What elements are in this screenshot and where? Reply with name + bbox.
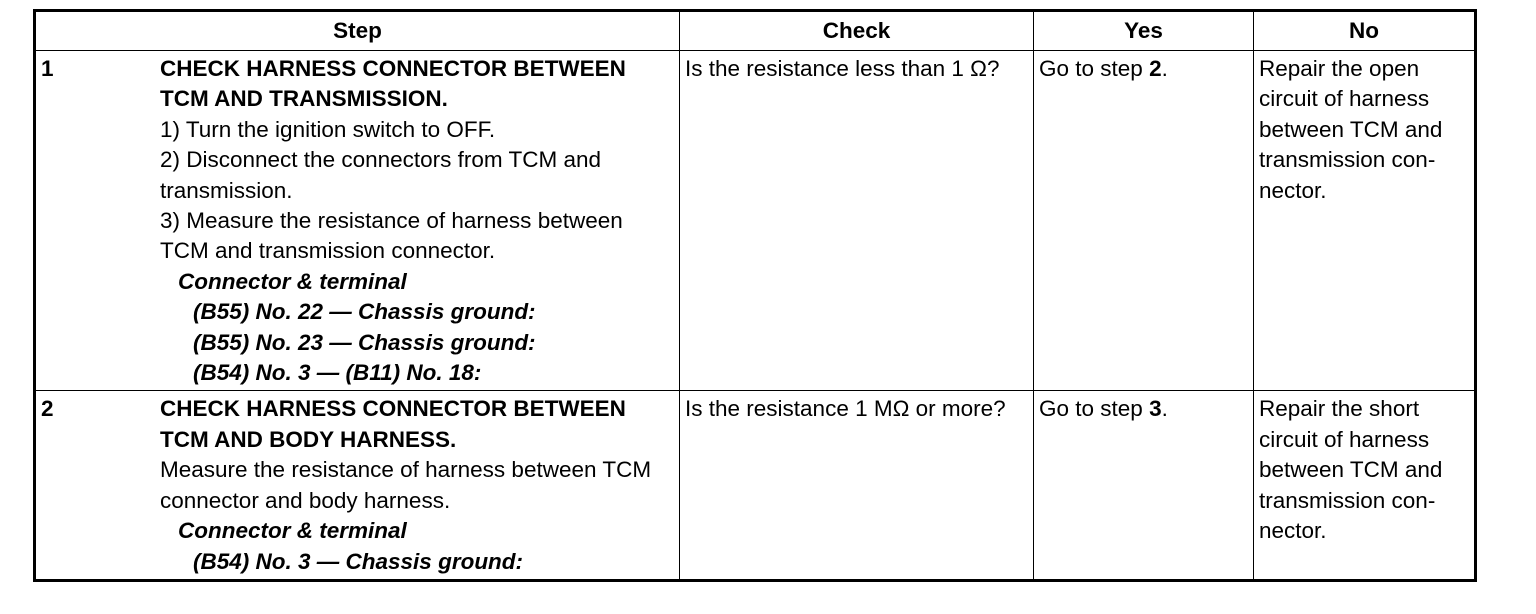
step-title-line: CHECK HARNESS CONNECTOR BETWEEN — [160, 56, 626, 81]
terminal: (B54) No. 3 — Chassis ground: — [193, 548, 524, 574]
yes-step-number: 2 — [1149, 56, 1162, 81]
instruction: 2) Disconnect the connectors from TCM and transmission. — [160, 147, 602, 203]
instruction: 3) Measure the resistance of harness between TCM and transmission connector. — [160, 208, 623, 264]
connector-label: Connector & terminal — [178, 268, 407, 294]
table-row — [35, 51, 1476, 391]
terminal: (B54) No. 3 — (B11) No. 18: — [193, 360, 482, 386]
connector-label: Connector & terminal — [178, 518, 407, 544]
yes-cell — [1034, 51, 1254, 391]
yes-prefix: Go to step — [1039, 56, 1150, 81]
step-cell — [35, 391, 680, 580]
check-cell: Is the resistance less than 1 Ω? — [680, 51, 1034, 391]
instruction: 1) Turn the ignition switch to OFF. — [160, 116, 496, 142]
table-row — [35, 391, 1476, 580]
diagnostic-table — [33, 9, 1477, 582]
header-check: Check — [680, 11, 1034, 51]
yes-suffix: . — [1161, 396, 1168, 422]
step-title-line: TCM AND BODY HARNESS. — [160, 426, 457, 452]
yes-cell — [1034, 391, 1254, 580]
yes-prefix: Go to step — [1039, 396, 1150, 422]
step-title-line: TCM AND TRANSMISSION. — [160, 86, 448, 112]
header-step: Step — [35, 11, 680, 51]
step-title-line: CHECK HARNESS CONNECTOR BETWEEN — [160, 396, 626, 422]
terminal: (B55) No. 23 — Chassis ground: — [193, 329, 536, 355]
header-row — [35, 11, 1476, 51]
header-no: No — [1254, 11, 1476, 51]
terminal: (B55) No. 22 — Chassis ground: — [193, 299, 536, 325]
yes-suffix: . — [1161, 56, 1168, 81]
step-cell — [35, 51, 680, 391]
yes-step-number: 3 — [1149, 396, 1162, 422]
no-cell: Repair the open circuit of harness between TCM and transmission con- nector. — [1254, 51, 1476, 391]
step-number: 1 — [41, 56, 54, 81]
instruction: Measure the resistance of harness between TCM connector and body harness. — [160, 457, 652, 513]
no-cell: Repair the short circuit of harness between TCM and transmission con- nector. — [1254, 391, 1476, 580]
header-yes: Yes — [1034, 11, 1254, 51]
check-cell: Is the resistance 1 MΩ or more? — [680, 391, 1034, 580]
step-number: 2 — [41, 396, 54, 422]
